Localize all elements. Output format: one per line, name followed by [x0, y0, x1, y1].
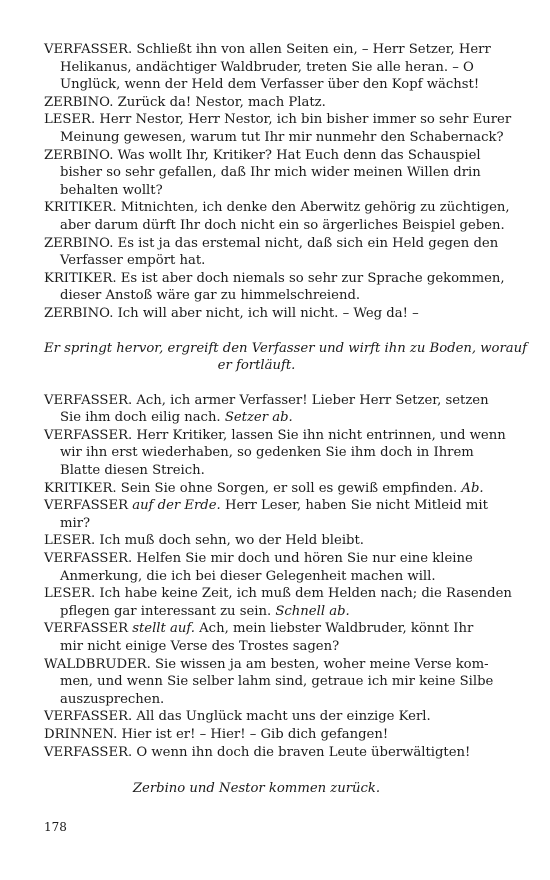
text-fragment: Ach, mein liebster Waldbruder, könnt Ihr — [194, 621, 474, 637]
speech-zerbino — [44, 235, 499, 270]
speech-verfasser — [44, 620, 474, 655]
speech-kritiker — [44, 199, 510, 234]
speech-verfasser — [44, 497, 488, 532]
text-line: Helikanus, andächtiger Waldbruder, treten Sie alle heran. – O — [60, 59, 474, 75]
inline-stage-direction: Setzer ab. — [224, 410, 293, 426]
text-fragment: pflegen gar interessant zu sein. — [60, 603, 276, 619]
text-fragment: VERFASSER — [44, 621, 133, 637]
text-line: VERFASSER. All das Unglück macht uns der einzige Kerl. — [44, 709, 431, 725]
speech-zerbino — [44, 305, 469, 323]
text-line: LESER. Herr Nestor, Herr Nestor, ich bin bisher immer so sehr Eurer — [44, 112, 512, 128]
text-line: wir ihn erst wiederhaben, so gedenken Sie ihm doch in Ihrem — [60, 445, 474, 461]
page-text — [44, 41, 528, 798]
speech-verfasser — [44, 744, 469, 762]
text-line: men, und wenn Sie selber lahm sind, getraue ich mir keine Silbe — [60, 674, 494, 690]
speech-verfasser — [44, 392, 489, 427]
speech-leser — [44, 111, 512, 146]
text-line: LESER. Ich muß doch sehn, wo der Held bleibt. — [44, 533, 364, 549]
speech-verfasser — [44, 41, 491, 94]
stage-direction — [44, 780, 469, 798]
text-line: WALDBRUDER. Sie wissen ja am besten, woher meine Verse kom- — [44, 656, 489, 672]
text-line: VERFASSER. Ach, ich armer Verfasser! Lieber Herr Setzer, setzen — [44, 392, 489, 408]
speech-zerbino — [44, 94, 469, 112]
text-line: VERFASSER. Herr Kritiker, lassen Sie ihn nicht entrinnen, und wenn — [44, 427, 506, 443]
text-line — [44, 480, 484, 498]
stage-direction-line: Zerbino und Nestor kommen zurück. — [132, 781, 381, 797]
text-fragment: VERFASSER — [44, 498, 133, 514]
inline-stage-direction: Ab. — [461, 480, 484, 496]
speech-drinnen — [44, 726, 469, 744]
text-line: KRITIKER. Es ist aber doch niemals so sehr zur Sprache gekommen, — [44, 270, 505, 286]
inline-stage-direction: Schnell ab. — [275, 603, 350, 619]
text-line: Verfasser empört hat. — [60, 253, 206, 269]
text-line: LESER. Ich habe keine Zeit, ich muß dem Helden nach; die Rasenden — [44, 586, 512, 602]
text-fragment: KRITIKER. Sein Sie ohne Sorgen, er soll es gewiß empfinden. — [44, 480, 462, 496]
speech-kritiker — [44, 270, 505, 305]
text-line: ZERBINO. Was wollt Ihr, Kritiker? Hat Euch denn das Schauspiel — [44, 147, 481, 163]
text-line — [44, 620, 474, 638]
text-line: mir nicht einige Verse des Trostes sagen? — [60, 639, 340, 654]
text-line: Blatte diesen Streich. — [60, 463, 205, 479]
text-line: auszusprechen. — [60, 691, 165, 707]
text-line: VERFASSER. O wenn ihn doch die braven Leute überwältigten! — [44, 744, 471, 760]
text-line — [44, 497, 488, 515]
speech-zerbino — [44, 147, 481, 200]
text-line: mir? — [60, 515, 91, 531]
text-line: ZERBINO. Ich will aber nicht, ich will nicht. – Weg da! – — [44, 305, 419, 321]
stage-direction-line: Er springt hervor, ergreift den Verfasser und wirft ihn zu Boden, worauf — [44, 340, 528, 356]
speech-leser — [44, 532, 469, 550]
text-line: Meinung gewesen, warum tut Ihr mir nunmehr den Schabernack? — [60, 129, 504, 145]
text-line — [44, 409, 469, 427]
text-line: Anmerkung, die ich bei dieser Gelegenheit machen will. — [60, 568, 436, 584]
text-line: VERFASSER. Schließt ihn von allen Seiten ein, – Herr Setzer, Herr — [44, 42, 491, 57]
text-line: VERFASSER. Helfen Sie mir doch und hören Sie nur eine kleine — [44, 551, 473, 567]
text-line: ZERBINO. Es ist ja das erstemal nicht, daß sich ein Held gegen den — [44, 235, 499, 251]
stage-direction — [44, 340, 528, 375]
text-line: aber darum dürft Ihr doch nicht ein so ärgerliches Beispiel geben. — [60, 217, 505, 233]
page-number: 178 — [44, 820, 67, 834]
stage-direction-line: er fortläuft. — [217, 358, 296, 374]
speech-verfasser — [44, 427, 506, 480]
speech-leser — [44, 585, 512, 620]
text-line: behalten wollt? — [60, 182, 163, 198]
text-fragment: Sie ihm doch eilig nach. — [60, 410, 225, 426]
speech-verfasser — [44, 708, 469, 726]
text-line: dieser Anstoß wäre gar zu himmelschreiend. — [60, 288, 361, 304]
text-line — [44, 603, 469, 621]
speech-kritiker — [44, 480, 484, 498]
speech-verfasser — [44, 550, 473, 585]
text-line: bisher so sehr gefallen, daß Ihr mich wider meinen Willen drin — [60, 165, 481, 181]
inline-stage-direction: stellt auf. — [132, 621, 195, 637]
text-line: DRINNEN. Hier ist er! – Hier! – Gib dich gefangen! — [44, 726, 389, 742]
text-line: Unglück, wenn der Held dem Verfasser über den Kopf wächst! — [60, 77, 480, 93]
inline-stage-direction: auf der Erde. — [132, 498, 221, 514]
text-fragment: Herr Leser, haben Sie nicht Mitleid mit — [220, 498, 488, 514]
speech-waldbruder — [44, 656, 494, 709]
text-line: ZERBINO. Zurück da! Nestor, mach Platz. — [44, 94, 326, 110]
text-line: KRITIKER. Mitnichten, ich denke den Aberwitz gehörig zu züchtigen, — [44, 200, 510, 216]
